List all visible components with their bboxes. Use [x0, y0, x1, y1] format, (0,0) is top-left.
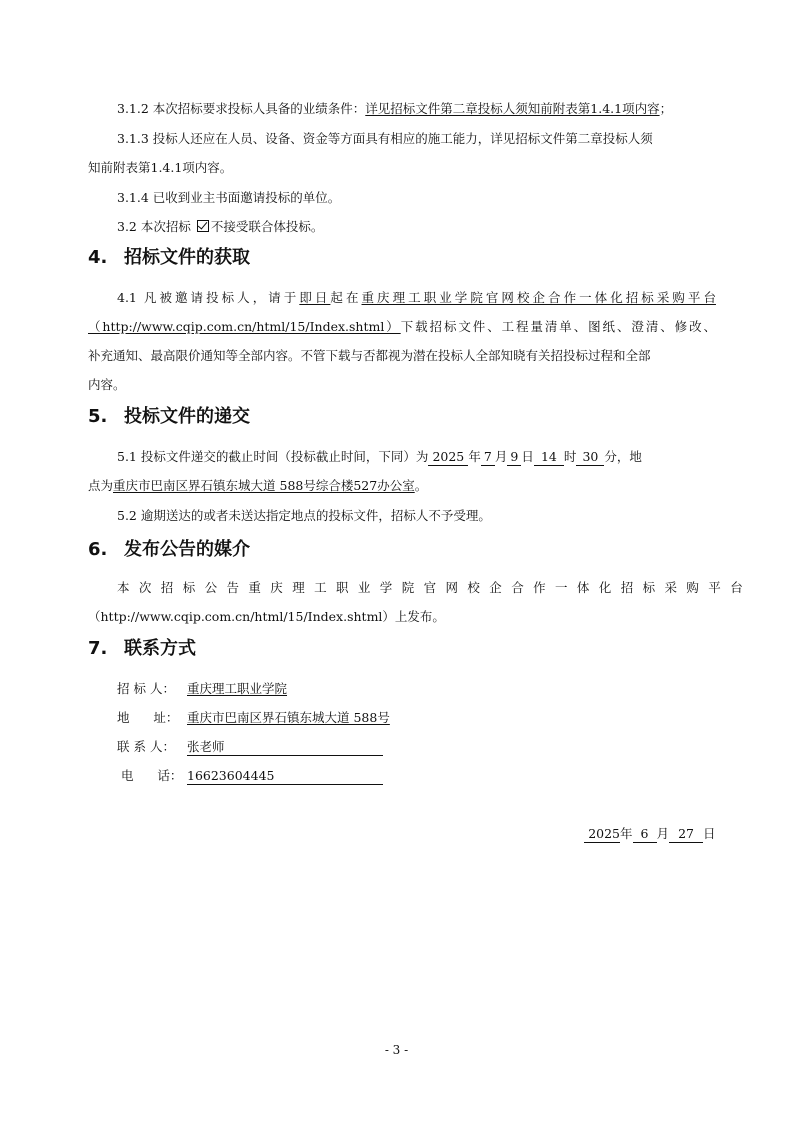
clause-5-1-line2 [88, 478, 427, 494]
clause-3-1-3-cont: 知前附表第1.4.1项内容。 [88, 160, 233, 175]
clause-4-1-line4: 内容。 [88, 377, 126, 392]
unit-label: 年 [468, 449, 481, 464]
contact-label: 电 话： [121, 768, 183, 783]
contact-value: 重庆理工职业学院 [187, 681, 288, 696]
clause-5-1-line1 [117, 449, 642, 466]
section-5-heading [88, 406, 250, 428]
section-7-heading [88, 638, 196, 660]
unit-label: 分，地 [604, 449, 642, 464]
contact-person [117, 739, 383, 756]
unit-label: 月 [656, 826, 670, 841]
unit-label: 日 [703, 826, 716, 841]
clause-4-1-line3: 补充通知、最高限价通知等全部内容。不管下载与否都视为潜在投标人全部知晓有关招投标过程和全部 [88, 348, 651, 363]
section-title: 招标文件的获取 [124, 247, 250, 268]
clause-3-2 [117, 219, 323, 235]
unit-label: 时 [563, 449, 577, 464]
deadline-year: 2025 [428, 449, 468, 466]
deadline-month: 7 [481, 449, 495, 466]
date-day: 27 [669, 826, 703, 843]
date-year: 2025 [584, 826, 620, 843]
page-number: - 3 - [384, 1043, 409, 1057]
clause-3-1-3: 3.1.3 投标人还应在人员、设备、资金等方面具有相应的施工能力，详见招标文件第二章投标人须 [117, 131, 653, 146]
clause-text: 5.1 投标文件递交的截止时间（投标截止时间，下同）为 [117, 449, 429, 464]
clause-underlined: 即日 [299, 290, 331, 305]
platform-name: 重庆理工职业学院官网校企合作一体化招标采购平台 [361, 290, 716, 305]
clause-4-1-line1 [88, 290, 716, 306]
contact-value: 张老师 [187, 739, 383, 756]
contact-label: 地 址： [117, 710, 179, 725]
section-number: 5. [88, 406, 108, 427]
deadline-day: 9 [507, 449, 521, 466]
clause-text: 点为 [88, 478, 114, 493]
date-month: 6 [633, 826, 657, 843]
media-statement-line2: （http://www.cqip.com.cn/html/15/Index.shtml）上发布。 [88, 609, 445, 624]
section-number: 7. [88, 638, 108, 659]
deadline-minute: 30 [576, 449, 604, 466]
deadline-hour: 14 [534, 449, 564, 466]
contact-label: 招 标 人： [117, 681, 175, 696]
checked-checkbox-icon [197, 220, 209, 232]
contact-label: 联 系 人： [117, 739, 175, 754]
contact-tenderer [117, 681, 287, 697]
clause-3-1-2 [117, 101, 672, 117]
clause-text: 不接受联合体投标。 [210, 219, 324, 234]
clause-text: 下载招标文件、工程量清单、图纸、澄清、修改、 [400, 319, 716, 334]
clause-text: 起在 [330, 290, 362, 305]
contact-address [117, 710, 390, 726]
section-number: 6. [88, 539, 108, 560]
clause-text: 4.1 凡被邀请投标人，请于 [117, 290, 300, 305]
submission-address: 重庆市巴南区界石镇东城大道 588号综合楼527办公室 [113, 478, 415, 493]
section-title: 投标文件的递交 [124, 406, 250, 427]
issue-date [584, 826, 716, 843]
section-4-heading [88, 247, 250, 269]
unit-label: 年 [620, 826, 633, 841]
contact-value: 重庆市巴南区界石镇东城大道 588号 [187, 710, 390, 725]
section-number: 4. [88, 247, 108, 268]
section-title: 联系方式 [124, 638, 196, 659]
clause-3-1-4: 3.1.4 已收到业主书面邀请投标的单位。 [117, 190, 341, 205]
unit-label: 日 [521, 449, 534, 464]
unit-label: 月 [494, 449, 508, 464]
clause-5-2: 5.2 逾期送达的或者未送达指定地点的投标文件，招标人不予受理。 [117, 508, 491, 523]
punctuation: ； [659, 101, 673, 116]
clause-text: 3.2 本次招标 [117, 219, 191, 234]
clause-4-1-line2 [88, 319, 716, 335]
contact-value: 16623604445 [187, 768, 383, 785]
punctuation: 。 [414, 478, 428, 493]
platform-url-link[interactable]: （http://www.cqip.com.cn/html/15/Index.shtml） [88, 319, 401, 334]
section-title: 发布公告的媒介 [124, 539, 250, 560]
clause-reference: 详见招标文件第二章投标人须知前附表第1.4.1项内容 [365, 101, 660, 116]
clause-text: 3.1.2 本次招标要求投标人具备的业绩条件： [117, 101, 366, 116]
media-statement-line1: 本次招标公告重庆理工职业学院官网校企合作一体化招标采购平台 [117, 580, 753, 595]
contact-phone [121, 768, 383, 785]
section-6-heading [88, 539, 250, 561]
